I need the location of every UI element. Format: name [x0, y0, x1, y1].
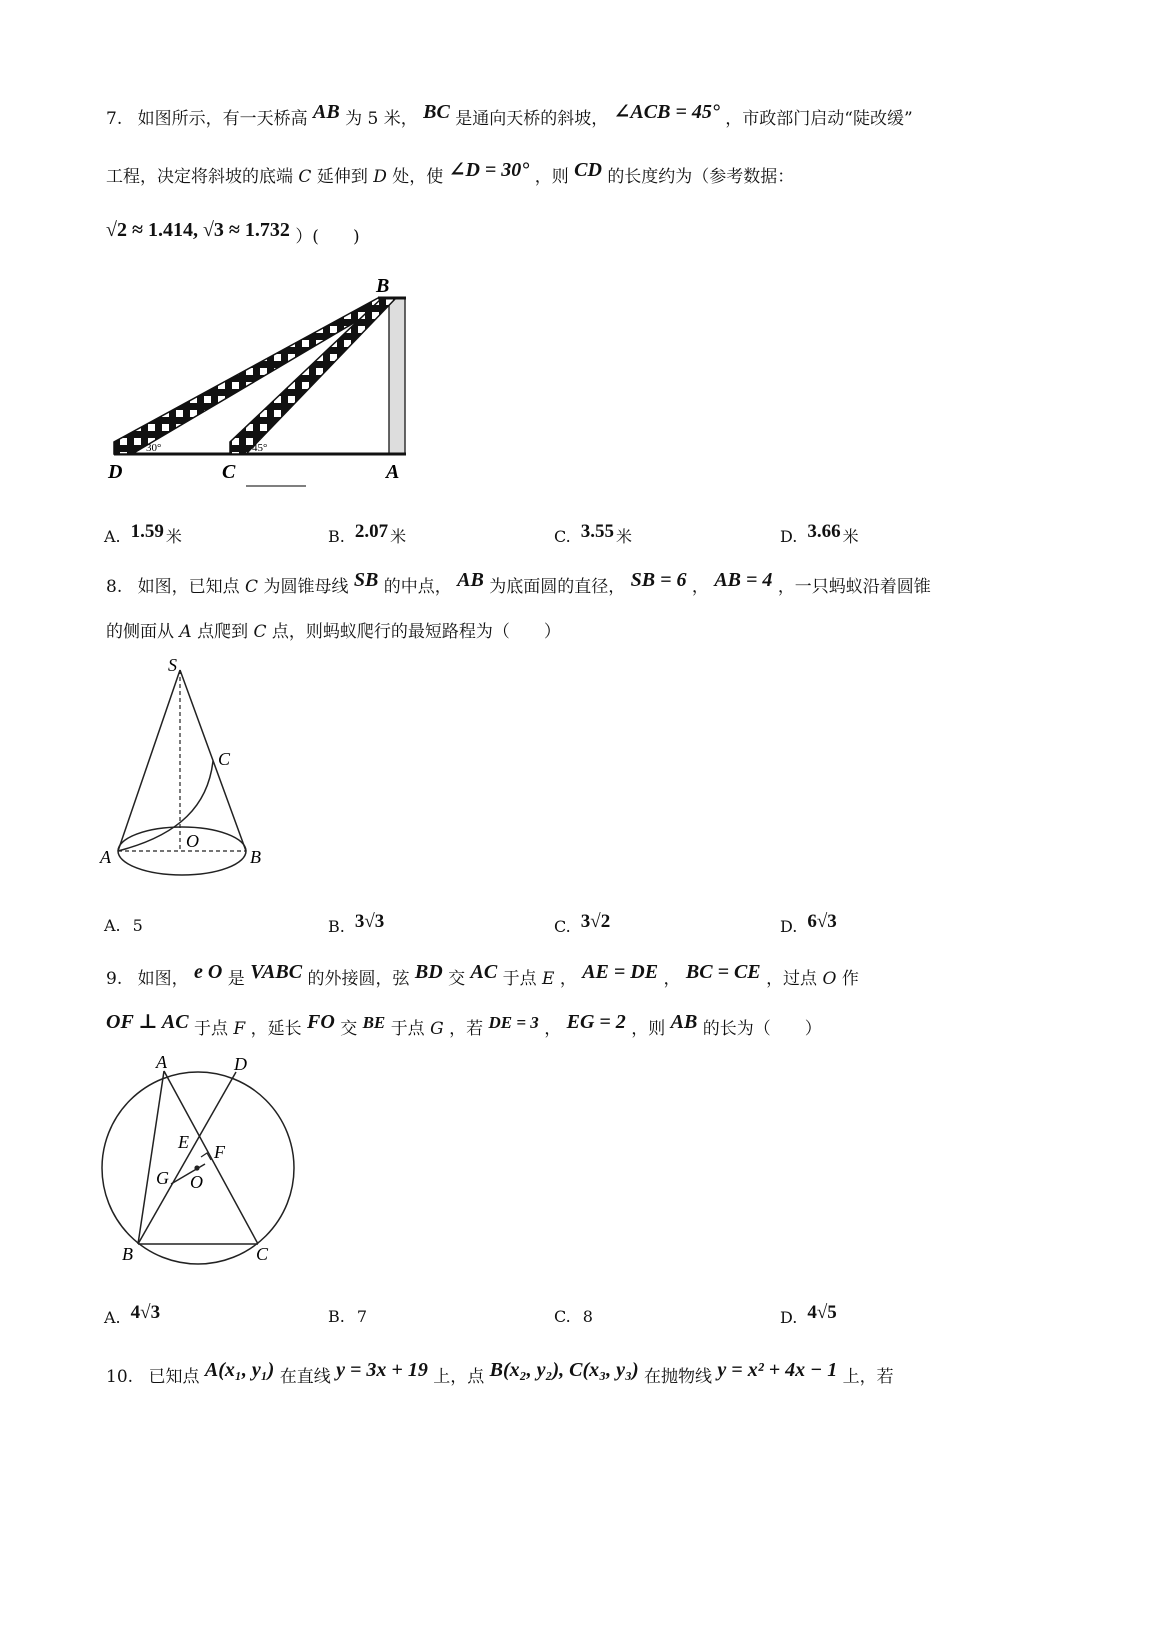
center-o [194, 1165, 199, 1170]
math-circle-o: e O [194, 961, 223, 983]
q9-circle-figure [96, 1048, 306, 1278]
math-eg-eq: EG = 2 [566, 1011, 626, 1033]
question-number: 7. [106, 109, 123, 129]
math-fo: FO [306, 1011, 335, 1033]
q7-option-c[interactable]: C. 3.55 米 [554, 521, 633, 546]
math-triangle-abc: VABC [250, 961, 303, 983]
math-sb-eq: SB = 6 [630, 569, 687, 591]
label-b: B [376, 275, 390, 297]
question-number: 9. [106, 969, 123, 989]
q10-line-1: 10. 已知点 A(x₁, y₁) 在直线 y = 3x + 19 上，点 B(x₂, y₂), C(x₃, y₃) 在抛物线 y = x² + 4x − 1 上，若 [106, 1359, 894, 1387]
math-bc-ce: BC = CE [685, 961, 761, 983]
segment-ac [164, 1071, 258, 1244]
label-b: B [122, 1244, 133, 1264]
cone-side-sb [180, 670, 246, 851]
label-d: D [108, 461, 123, 483]
q8-cone-figure [100, 655, 280, 885]
math-ab: AB [457, 569, 484, 591]
label-b: B [250, 847, 261, 867]
math-bd: BD [414, 961, 443, 983]
label-a: A [156, 1052, 167, 1072]
label-c: C [218, 749, 231, 769]
label-a: A [100, 847, 111, 867]
q9-option-c[interactable]: C. 8 [554, 1307, 593, 1326]
q7-line-1: 7. 如图所示，有一天桥高 AB 为 5 米， BC 是通向天桥的斜坡， ∠ACB = 45° ，市政部门启动“陡改缓” [106, 101, 913, 129]
label-e: E [178, 1132, 189, 1152]
math-be: BE [362, 1013, 386, 1032]
q7-option-a[interactable]: A. 1.59 米 [104, 521, 182, 546]
label-o: O [186, 831, 199, 851]
label-c: C [256, 1244, 269, 1264]
label-o: O [190, 1172, 203, 1192]
q9-option-b[interactable]: B. 7 [328, 1307, 368, 1326]
math-ae-de: AE = DE [582, 961, 659, 983]
math-reference-data: √2 ≈ 1.414, √3 ≈ 1.732 [106, 219, 290, 241]
q7-option-b[interactable]: B. 2.07 米 [328, 521, 407, 546]
math-of-perp-ac: OF ⊥ AC [106, 1011, 189, 1033]
q9-option-d[interactable]: D. 4√5 [780, 1302, 837, 1327]
q8-option-b[interactable]: B. 3√3 [328, 911, 385, 936]
math-point-a: A(x₁, y₁) [204, 1359, 275, 1381]
label-c: C [222, 461, 236, 483]
question-number: 8. [106, 577, 123, 597]
math-bc: BC [423, 101, 450, 123]
q8-option-d[interactable]: D. 6√3 [780, 911, 837, 936]
math-ab: AB [670, 1011, 698, 1033]
q9-option-a[interactable]: A. 4√3 [104, 1302, 161, 1327]
q8-line-2: 的侧面从 A 点爬到 C 点，则蚂蚁爬行的最短路程为（ ） [106, 622, 561, 642]
q7-option-d[interactable]: D. 3.66 米 [780, 521, 859, 546]
math-angle-d: ∠D = 30° [448, 159, 530, 181]
math-parabola-eq: y = x² + 4x − 1 [717, 1359, 838, 1381]
q9-line-2: OF ⊥ AC 于点 F ，延长 FO 交 BE 于点 G ，若 DE = 3 ， EG = 2 ，则 AB 的长为（ ） [106, 1011, 822, 1039]
bridge-pillar [389, 298, 405, 454]
q9-line-1: 9. 如图， e O 是 VABC 的外接圆，弦 BD 交 AC 于点 E ， AE = DE ， BC = CE ，过点 O 作 [106, 961, 859, 989]
label-g: G [156, 1168, 169, 1188]
question-number: 10. [106, 1367, 134, 1387]
label-d: D [234, 1054, 247, 1074]
math-points-bc: B(x₂, y₂), C(x₃, y₃) [489, 1359, 639, 1381]
q7-line-3: √2 ≈ 1.414, √3 ≈ 1.732 ）( ) [106, 219, 360, 247]
math-ab-eq: AB = 4 [714, 569, 773, 591]
label-s: S [168, 655, 177, 675]
math-ac: AC [470, 961, 498, 983]
q8-line-1: 8. 如图，已知点 C 为圆锥母线 SB 的中点， AB 为底面圆的直径， SB = 6 ， AB = 4 ，一只蚂蚁沿着圆锥 [106, 569, 931, 597]
label-f: F [214, 1142, 225, 1162]
q7-line-2: 工程，决定将斜坡的底端 C 延伸到 D 处，使 ∠D = 30° ，则 CD 的长度约为（参考数据： [106, 159, 795, 187]
math-ab: AB [313, 101, 340, 123]
segment-ab [138, 1071, 164, 1244]
q8-option-c[interactable]: C. 3√2 [554, 911, 611, 936]
q8-option-a[interactable]: A. 5 [104, 916, 143, 935]
math-line-eq: y = 3x + 19 [336, 1359, 428, 1381]
math-sb: SB [353, 569, 379, 591]
cone-side-sa [118, 670, 180, 851]
math-cd: CD [574, 159, 602, 181]
q7-bridge-figure [106, 270, 426, 485]
label-a: A [386, 461, 400, 483]
math-angle-acb: ∠ACB = 45° [613, 101, 720, 123]
label-45: 45° [252, 442, 268, 454]
label-30: 30° [146, 442, 162, 454]
math-de-eq: DE = 3 [488, 1013, 539, 1032]
